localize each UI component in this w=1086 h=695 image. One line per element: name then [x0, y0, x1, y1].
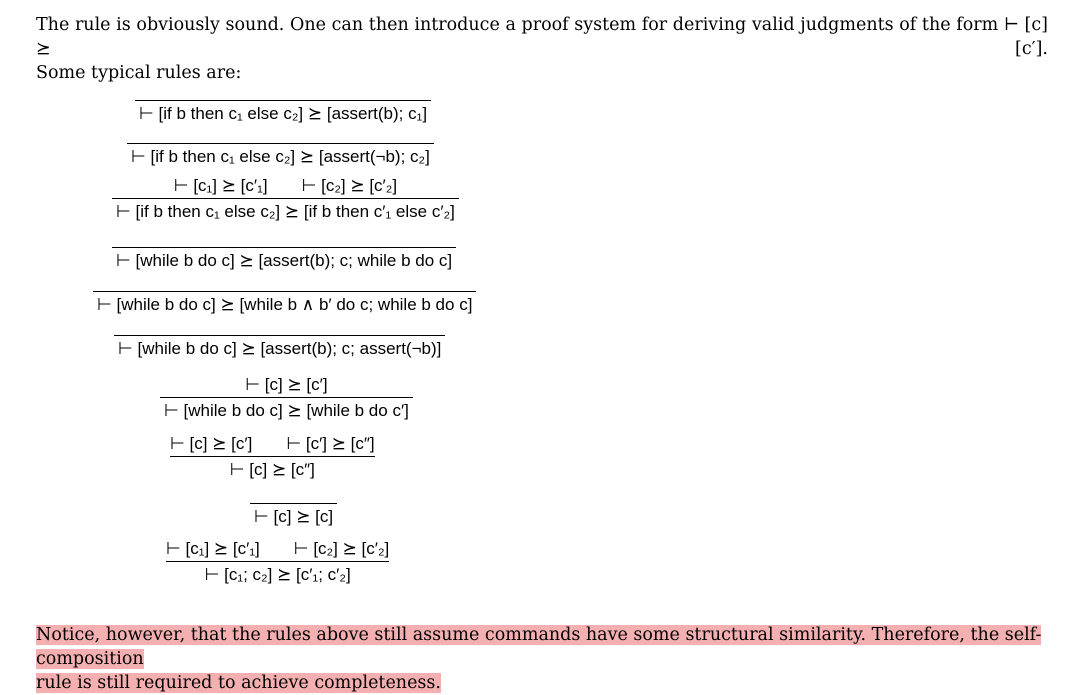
rule-premises — [166, 539, 389, 559]
inference-rule-while-split — [93, 289, 476, 315]
inference-bar — [170, 456, 375, 457]
intro-line-2: Some typical rules are: — [36, 63, 242, 83]
highlighted-text-line-2: rule is still required to achieve completeness. — [36, 673, 441, 693]
rule-premise: ⊢ [c₂] ⪰ [c′₂] — [301, 176, 398, 195]
inference-rule-transitivity — [170, 434, 375, 480]
inference-rule-while-congruence — [160, 375, 413, 421]
rule-premises — [170, 434, 375, 454]
rule-conclusion: ⊢ [c] ⪰ [c″] — [229, 460, 315, 479]
rule-premise: ⊢ [c] ⪰ [c′] — [170, 434, 253, 453]
rule-conclusion: ⊢ [if b then c₁ else c₂] ⪰ [assert(¬b); c₂] — [131, 147, 430, 166]
inference-bar — [127, 143, 434, 144]
intro-line-1: The rule is obviously sound. One can then introduce a proof system for deriving valid judgments of the form ⊢ [c] ⪰ [c′]. — [36, 15, 1048, 59]
rule-conclusion: ⊢ [while b do c] ⪰ [assert(b); c; assert(¬b)] — [118, 339, 442, 358]
rule-premise: ⊢ [c₂] ⪰ [c′₂] — [293, 539, 390, 558]
rule-premises — [245, 375, 327, 395]
inference-rule-sequence-congruence — [166, 539, 389, 585]
rule-conclusion: ⊢ [if b then c₁ else c₂] ⪰ [if b then c′₁ else c′₂] — [116, 202, 455, 221]
inference-bar — [160, 397, 413, 398]
rule-premise: ⊢ [c] ⪰ [c′] — [245, 375, 328, 394]
inference-rule-if-then-assert — [135, 98, 431, 124]
rule-conclusion: ⊢ [while b do c] ⪰ [assert(b); c; while b do c] — [116, 251, 453, 270]
rule-premise: ⊢ [c₁] ⪰ [c′₁] — [166, 539, 260, 558]
inference-bar — [93, 291, 476, 292]
note-paragraph — [36, 623, 1048, 695]
inference-bar — [166, 561, 389, 562]
inference-rule-if-congruence — [112, 176, 459, 222]
inference-rule-while-unroll — [112, 245, 456, 271]
inference-bar — [112, 198, 459, 199]
rule-conclusion: ⊢ [if b then c₁ else c₂] ⪰ [assert(b); c₁] — [139, 104, 428, 123]
rule-premise: ⊢ [c₁] ⪰ [c′₁] — [173, 176, 268, 195]
inference-rule-if-else-assert — [127, 141, 434, 167]
inference-bar — [250, 503, 337, 504]
rule-conclusion: ⊢ [c] ⪰ [c] — [254, 507, 334, 526]
highlighted-text-line-1: Notice, however, that the rules above still assume commands have some structural similarity. Therefore, the self-composition — [36, 625, 1042, 669]
inference-bar — [112, 247, 456, 248]
inference-rule-while-single — [114, 333, 445, 359]
inference-rule-reflexivity — [250, 501, 337, 527]
inference-bar — [135, 100, 431, 101]
rule-premise: ⊢ [c′] ⪰ [c″] — [286, 434, 375, 453]
inference-bar — [114, 335, 445, 336]
rule-premises — [174, 176, 397, 196]
intro-paragraph — [36, 13, 1048, 85]
rule-conclusion: ⊢ [while b do c] ⪰ [while b do c′] — [164, 401, 409, 420]
rule-conclusion: ⊢ [while b do c] ⪰ [while b ∧ b′ do c; while b do c] — [97, 295, 473, 314]
rule-conclusion: ⊢ [c₁; c₂] ⪰ [c′₁; c′₂] — [204, 565, 351, 584]
